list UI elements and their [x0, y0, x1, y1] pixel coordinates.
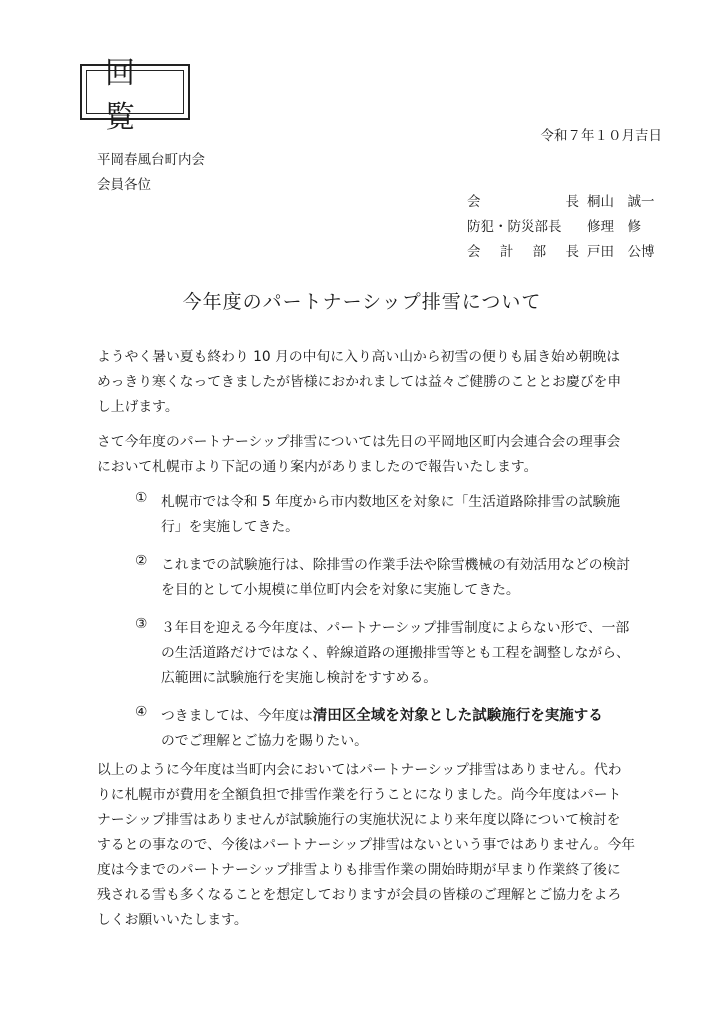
text-line: ナーシップ排雪はありませんが試験施行の実施状況により来年度以降について検討を — [97, 812, 621, 828]
item-number: ① — [135, 490, 148, 506]
signer-row — [467, 190, 687, 215]
item-number: ④ — [135, 704, 148, 720]
text-line: つきましては、今年度は清田区全域を対象とした試験施行を実施する — [161, 708, 603, 724]
circulation-stamp — [80, 56, 190, 135]
recipient-members: 会員各位 — [97, 177, 151, 193]
greeting-paragraph — [97, 345, 672, 420]
text-line: し上げます。 — [97, 399, 179, 415]
text-line: ようやく暑い夏も終わり 10 月の中旬に入り高い山から初雪の便りも届き始め朝晩は — [97, 349, 621, 365]
text-line: において札幌市より下記の通り案内がありましたので報告いたします。 — [97, 459, 538, 475]
circulation-stamp-label: 回 覧 — [86, 70, 184, 114]
signer-name: 戸田 公博 — [587, 244, 655, 260]
text-line: さて今年度のパートナーシップ排雪については先日の平岡地区町内会連合会の理事会 — [97, 434, 621, 450]
text-line: 度は今までのパートナーシップ排雪よりも排雪作業の開始時期が早まり作業終了後に — [97, 862, 621, 878]
text-line: 札幌市では令和 5 年度から市内数地区を対象に「生活道路除排雪の試験施 — [161, 494, 621, 510]
text-line: 広範囲に試験施行を実施し検討をすすめる。 — [161, 670, 438, 686]
text-line: めっきり寒くなってきましたが皆様におかれましては益々ご健勝のこととお慶びを申 — [97, 374, 622, 390]
list-item — [135, 490, 675, 540]
text-line: の生活道路だけではなく、幹線道路の運搬排雪等とも工程を調整しながら、 — [161, 645, 630, 661]
signer-role: 会 計 部 長 — [467, 244, 579, 260]
item-number: ③ — [135, 616, 148, 632]
text-line: りに札幌市が費用を全額負担で排雪作業を行うことになりました。尚今年度はパート — [97, 787, 622, 803]
signer-role: 会 長 — [467, 194, 579, 210]
text-line: 以上のように今年度は当町内会においてはパートナーシップ排雪はありません。代わ — [97, 762, 622, 778]
signer-name: 桐山 誠一 — [587, 194, 655, 210]
recipient-association: 平岡春風台町内会 — [97, 152, 205, 168]
text-line: これまでの試験施行は、除排雪の作業手法や除雪機械の有効活用などの検討 — [161, 557, 631, 573]
issue-date: 令和７年１０月吉日 — [540, 128, 662, 144]
text-line: 残される雪も多くなることを想定しておりますが会員の皆様のご理解とご協力をよろ — [97, 887, 622, 903]
list-item — [135, 553, 675, 603]
signer-row — [467, 240, 687, 265]
signer-name: 修理 修 — [587, 219, 641, 235]
text-line: しくお願いいたします。 — [97, 912, 248, 928]
signer-row — [467, 215, 687, 240]
text-line: を目的として小規模に単位町内会を対象に実施してきた。 — [161, 582, 520, 598]
text-line: のでご理解とご協力を賜りたい。 — [161, 733, 368, 749]
text-line: 行」を実施してきた。 — [161, 519, 299, 535]
item-number: ② — [135, 553, 148, 569]
emphasis-text: 清田区全域を対象とした試験施行を実施する — [312, 708, 603, 724]
numbered-list — [135, 490, 675, 767]
conclusion-paragraph — [97, 758, 672, 933]
list-item — [135, 704, 675, 754]
text-line: ３年目を迎える今年度は、パートナーシップ排雪制度によらない形で、一部 — [161, 620, 630, 636]
signer-block — [467, 190, 687, 265]
signer-role: 防犯・防災部長 — [467, 219, 562, 235]
list-item — [135, 616, 675, 691]
document-title: 今年度のパートナーシップ排雪について — [182, 291, 542, 313]
intro-paragraph — [97, 430, 672, 480]
text-line: するとの事なので、今後はパートナーシップ排雪はないという事ではありません。今年 — [97, 837, 636, 853]
